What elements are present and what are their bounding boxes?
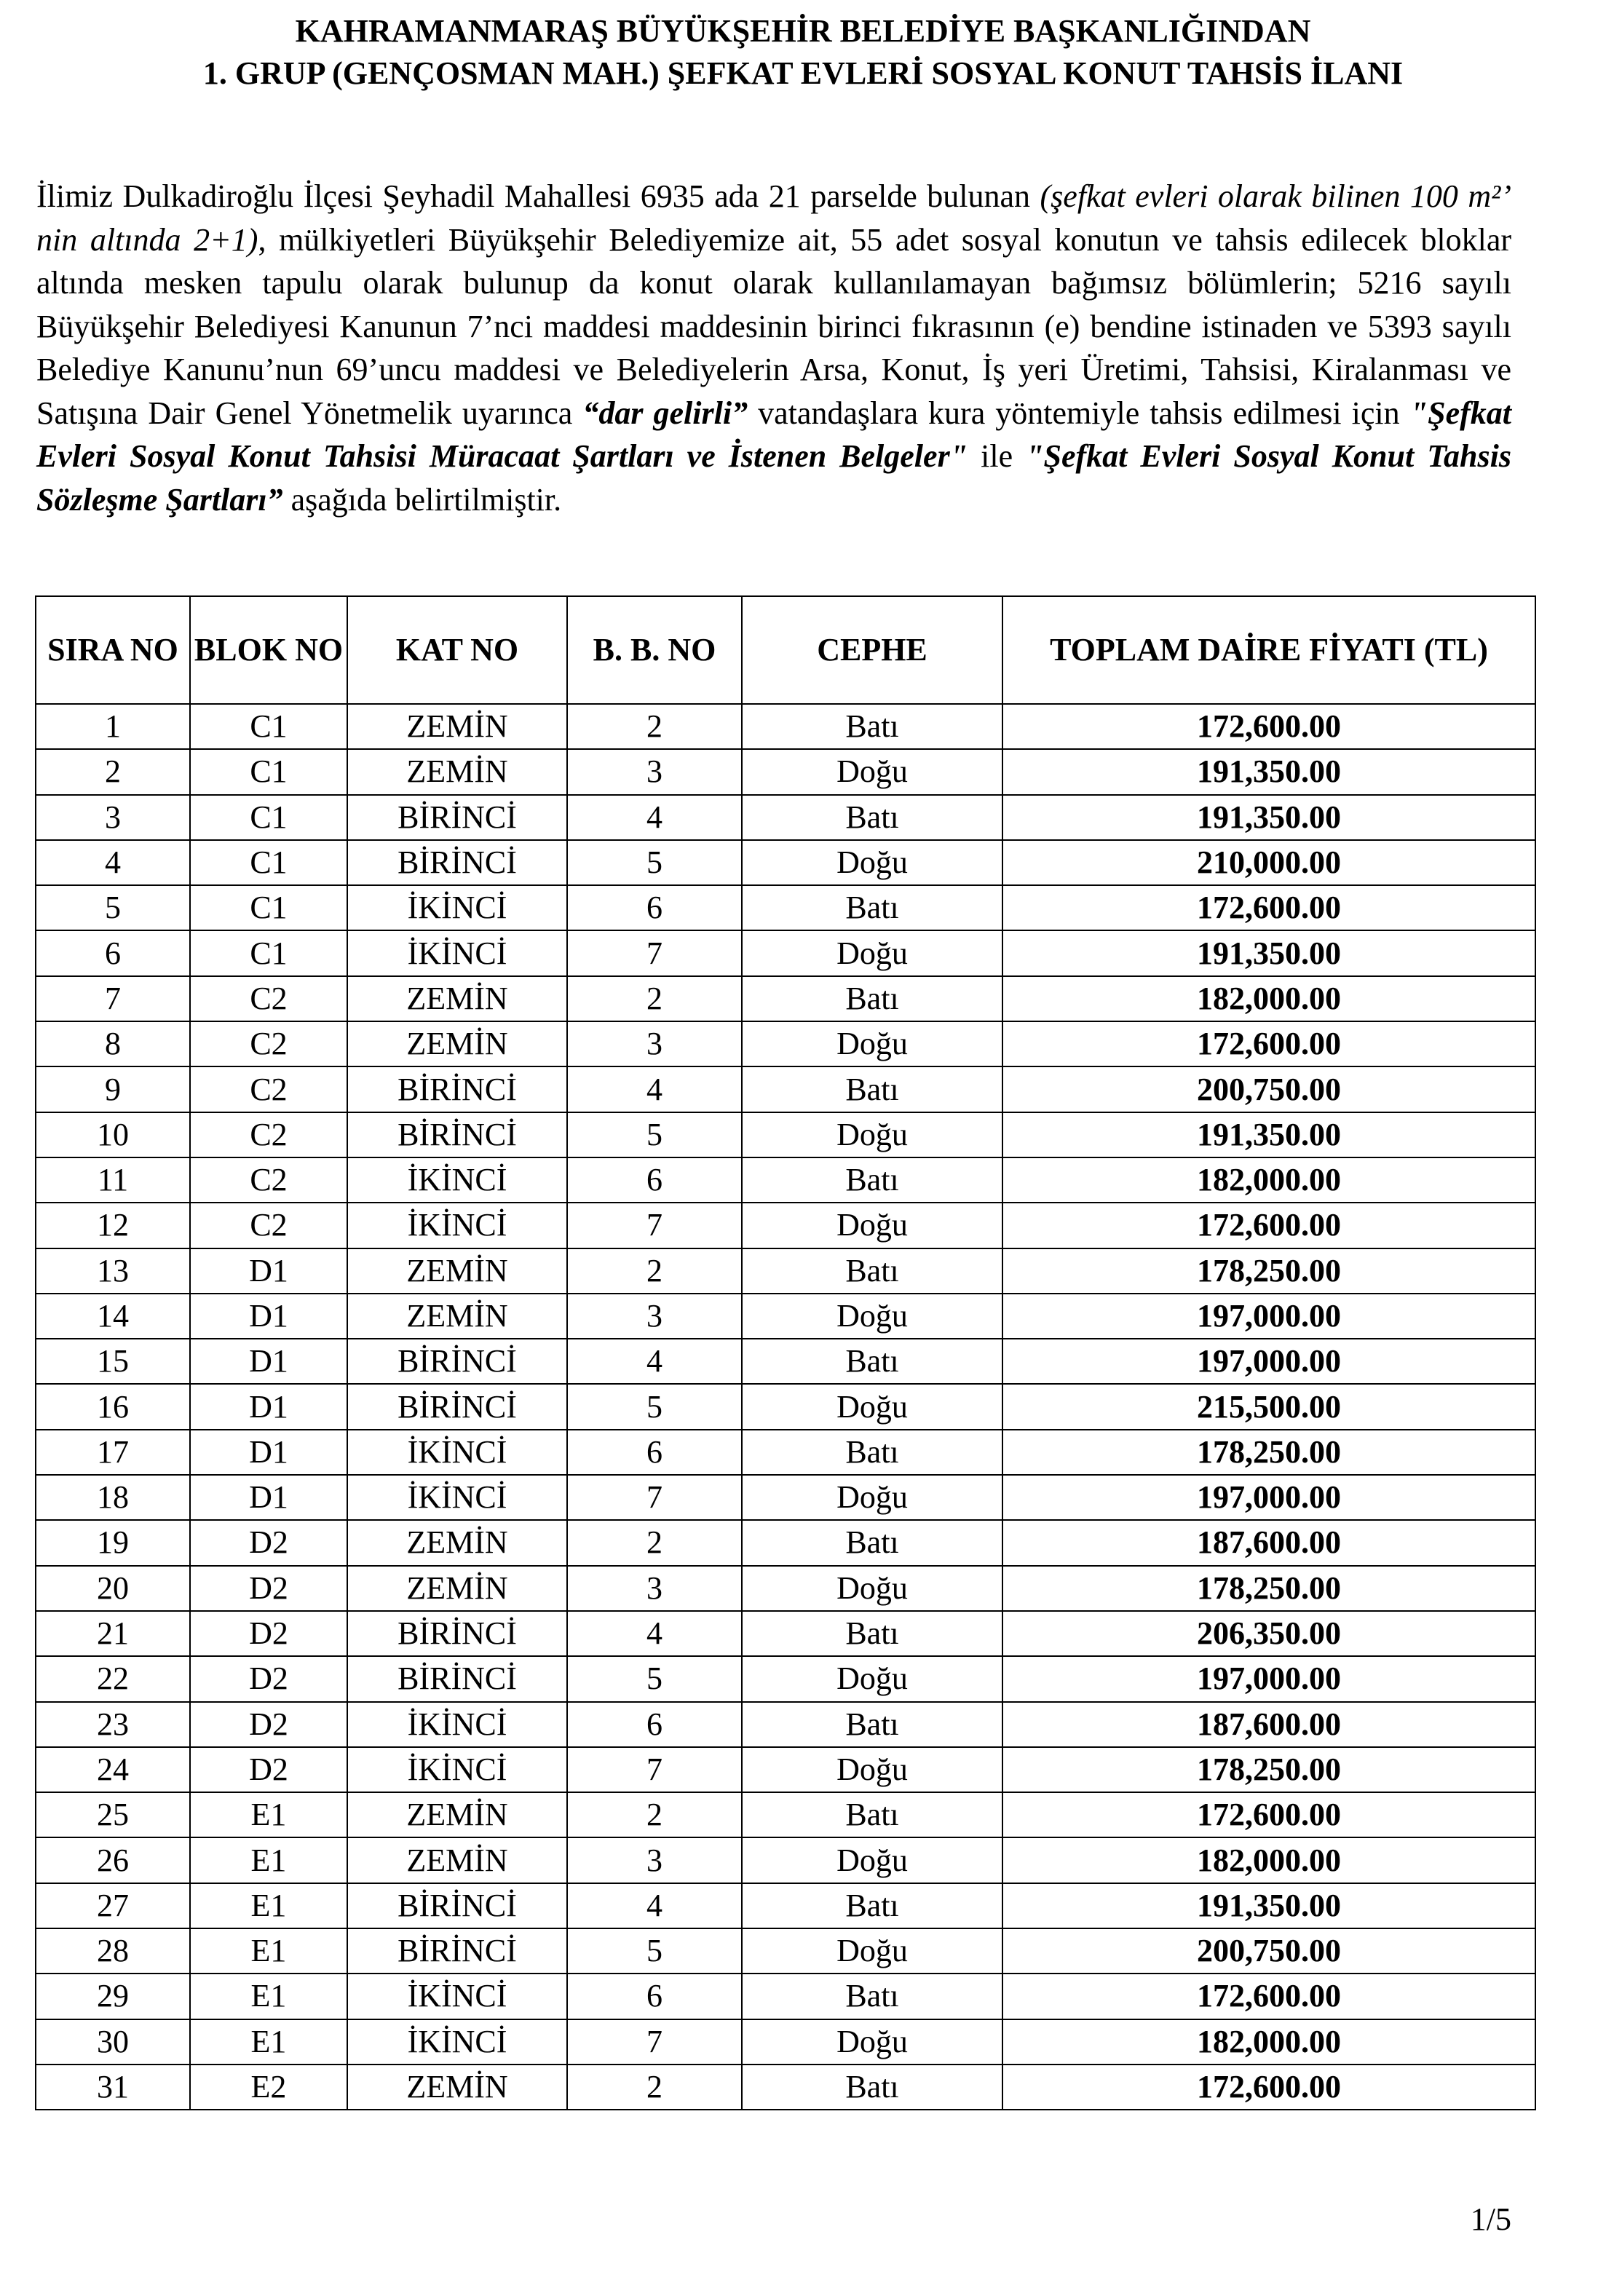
cell-kat-no: ZEMİN — [347, 976, 567, 1021]
cell-price: 172,600.00 — [1002, 1203, 1535, 1248]
cell-cephe: Doğu — [742, 1021, 1002, 1066]
cell-bb-no: 4 — [567, 1883, 742, 1928]
housing-units-table — [35, 595, 1536, 2110]
cell-sira-no: 28 — [36, 1928, 190, 1974]
cell-bb-no: 6 — [567, 885, 742, 930]
cell-sira-no: 18 — [36, 1475, 190, 1520]
table-row — [36, 1339, 1535, 1384]
cell-kat-no: ZEMİN — [347, 1792, 567, 1837]
cell-cephe: Batı — [742, 1339, 1002, 1384]
table-body — [36, 704, 1535, 2110]
cell-kat-no: BİRİNCİ — [347, 1339, 567, 1384]
table-row — [36, 1203, 1535, 1248]
cell-kat-no: İKİNCİ — [347, 2019, 567, 2065]
cell-cephe: Batı — [742, 1430, 1002, 1475]
cell-price: 200,750.00 — [1002, 1066, 1535, 1112]
cell-price: 197,000.00 — [1002, 1475, 1535, 1520]
cell-sira-no: 29 — [36, 1974, 190, 2019]
intro-text-italic: (şefkat evleri olarak bilinen 100 m²’ nin altında 2+1) — [36, 178, 1511, 258]
cell-kat-no: BİRİNCİ — [347, 795, 567, 840]
cell-blok-no: E1 — [190, 2019, 347, 2065]
cell-blok-no: D2 — [190, 1702, 347, 1747]
cell-bb-no: 5 — [567, 1112, 742, 1157]
cell-price: 191,350.00 — [1002, 795, 1535, 840]
table-header-row — [36, 596, 1535, 704]
intro-text-dar-gelirli: “dar gelirli” — [582, 395, 748, 431]
cell-price: 172,600.00 — [1002, 1021, 1535, 1066]
table-row — [36, 1656, 1535, 1701]
table-row — [36, 1294, 1535, 1339]
cell-blok-no: E1 — [190, 1928, 347, 1974]
cell-bb-no: 2 — [567, 1248, 742, 1294]
cell-cephe: Doğu — [742, 1203, 1002, 1248]
cell-bb-no: 7 — [567, 2019, 742, 2065]
cell-bb-no: 2 — [567, 1520, 742, 1565]
cell-bb-no: 2 — [567, 2065, 742, 2110]
cell-price: 178,250.00 — [1002, 1566, 1535, 1611]
cell-price: 172,600.00 — [1002, 704, 1535, 749]
table-row — [36, 1837, 1535, 1883]
cell-kat-no: ZEMİN — [347, 2065, 567, 2110]
table-row — [36, 1611, 1535, 1656]
header-sira-no: SIRA NO — [36, 596, 190, 704]
table-row — [36, 1792, 1535, 1837]
cell-cephe: Batı — [742, 1066, 1002, 1112]
cell-bb-no: 4 — [567, 1066, 742, 1112]
cell-bb-no: 3 — [567, 749, 742, 794]
header-toplam-fiyat: TOPLAM DAİRE FİYATI (TL) — [1002, 596, 1535, 704]
cell-bb-no: 3 — [567, 1837, 742, 1883]
cell-blok-no: D2 — [190, 1656, 347, 1701]
cell-sira-no: 16 — [36, 1384, 190, 1429]
cell-cephe: Batı — [742, 1883, 1002, 1928]
cell-bb-no: 3 — [567, 1021, 742, 1066]
cell-blok-no: E1 — [190, 1792, 347, 1837]
table-row — [36, 1566, 1535, 1611]
table-row — [36, 749, 1535, 794]
cell-cephe: Batı — [742, 1248, 1002, 1294]
cell-kat-no: İKİNCİ — [347, 930, 567, 975]
cell-bb-no: 7 — [567, 1475, 742, 1520]
cell-kat-no: BİRİNCİ — [347, 1928, 567, 1974]
cell-kat-no: BİRİNCİ — [347, 840, 567, 885]
cell-cephe: Doğu — [742, 1112, 1002, 1157]
cell-cephe: Doğu — [742, 1837, 1002, 1883]
intro-text-1: İlimiz Dulkadiroğlu İlçesi Şeyhadil Mahallesi 6935 ada 21 parselde bulunan — [36, 178, 1040, 214]
table-row — [36, 1066, 1535, 1112]
intro-text-5: aşağıda belirtilmiştir. — [282, 481, 562, 518]
cell-price: 210,000.00 — [1002, 840, 1535, 885]
table-row — [36, 1112, 1535, 1157]
cell-bb-no: 4 — [567, 795, 742, 840]
cell-kat-no: ZEMİN — [347, 1520, 567, 1565]
cell-kat-no: İKİNCİ — [347, 1430, 567, 1475]
cell-cephe: Batı — [742, 1520, 1002, 1565]
cell-cephe: Batı — [742, 704, 1002, 749]
cell-sira-no: 9 — [36, 1066, 190, 1112]
cell-blok-no: D2 — [190, 1747, 347, 1792]
intro-text-2: , mülkiyetleri Büyükşehir Belediyemize ait, 55 adet sosyal konutun ve tahsis edilecek bloklar altında mesken tapulu olarak bulunup da konut olarak kullanılamayan bağımsız bölümlerin; 5216 sayılı Büyükşehir Belediyesi Kanunun 7’nci maddesi maddesinin birinci fıkrasının (e) bendine istinaden ve 5393 sayılı Belediye Kanunu’nun 69’uncu maddesi ve Belediyelerin Arsa, Konut, İş yeri Üretimi, Tahsisi, Kiralanması ve Satışına Dair Genel Yönetmelik uyarınca — [36, 221, 1512, 431]
table-row — [36, 930, 1535, 975]
cell-cephe: Doğu — [742, 1294, 1002, 1339]
cell-sira-no: 2 — [36, 749, 190, 794]
cell-blok-no: D1 — [190, 1384, 347, 1429]
cell-blok-no: D1 — [190, 1294, 347, 1339]
cell-sira-no: 26 — [36, 1837, 190, 1883]
cell-blok-no: C1 — [190, 930, 347, 975]
cell-sira-no: 23 — [36, 1702, 190, 1747]
cell-kat-no: ZEMİN — [347, 749, 567, 794]
cell-cephe: Doğu — [742, 1747, 1002, 1792]
cell-price: 191,350.00 — [1002, 930, 1535, 975]
table-row — [36, 1248, 1535, 1294]
cell-kat-no: ZEMİN — [347, 1021, 567, 1066]
cell-sira-no: 14 — [36, 1294, 190, 1339]
table-row — [36, 1157, 1535, 1203]
intro-text-basvuru-sartlari: "Şefkat Evleri Sosyal Konut Tahsisi Müracaat Şartları ve İstenen Belgeler" — [36, 395, 1511, 474]
cell-bb-no: 5 — [567, 1384, 742, 1429]
cell-blok-no: D1 — [190, 1475, 347, 1520]
cell-blok-no: C2 — [190, 1112, 347, 1157]
table-row — [36, 1430, 1535, 1475]
cell-price: 178,250.00 — [1002, 1430, 1535, 1475]
cell-sira-no: 13 — [36, 1248, 190, 1294]
cell-price: 178,250.00 — [1002, 1747, 1535, 1792]
cell-sira-no: 12 — [36, 1203, 190, 1248]
cell-sira-no: 7 — [36, 976, 190, 1021]
cell-cephe: Doğu — [742, 2019, 1002, 2065]
cell-price: 197,000.00 — [1002, 1656, 1535, 1701]
cell-blok-no: C2 — [190, 976, 347, 1021]
cell-kat-no: ZEMİN — [347, 704, 567, 749]
table-row — [36, 1520, 1535, 1565]
cell-price: 215,500.00 — [1002, 1384, 1535, 1429]
cell-price: 182,000.00 — [1002, 1157, 1535, 1203]
cell-cephe: Doğu — [742, 1384, 1002, 1429]
cell-sira-no: 20 — [36, 1566, 190, 1611]
cell-price: 182,000.00 — [1002, 2019, 1535, 2065]
header-kat-no: KAT NO — [347, 596, 567, 704]
cell-kat-no: İKİNCİ — [347, 885, 567, 930]
cell-cephe: Batı — [742, 1974, 1002, 2019]
intro-text-3: vatandaşlara kura yöntemiyle tahsis edilmesi için — [748, 395, 1410, 431]
cell-bb-no: 3 — [567, 1294, 742, 1339]
cell-blok-no: D1 — [190, 1339, 347, 1384]
cell-sira-no: 27 — [36, 1883, 190, 1928]
cell-sira-no: 10 — [36, 1112, 190, 1157]
intro-paragraph — [36, 175, 1511, 521]
cell-cephe: Doğu — [742, 1566, 1002, 1611]
cell-bb-no: 5 — [567, 840, 742, 885]
cell-blok-no: E2 — [190, 2065, 347, 2110]
cell-kat-no: ZEMİN — [347, 1837, 567, 1883]
table-row — [36, 1702, 1535, 1747]
header-cephe: CEPHE — [742, 596, 1002, 704]
cell-kat-no: İKİNCİ — [347, 1974, 567, 2019]
cell-kat-no: BİRİNCİ — [347, 1611, 567, 1656]
table-row — [36, 1747, 1535, 1792]
cell-sira-no: 25 — [36, 1792, 190, 1837]
cell-cephe: Doğu — [742, 749, 1002, 794]
header-blok-no: BLOK NO — [190, 596, 347, 704]
cell-bb-no: 6 — [567, 1157, 742, 1203]
cell-cephe: Batı — [742, 1792, 1002, 1837]
cell-sira-no: 11 — [36, 1157, 190, 1203]
cell-bb-no: 2 — [567, 976, 742, 1021]
cell-blok-no: D1 — [190, 1430, 347, 1475]
table-row — [36, 1475, 1535, 1520]
cell-sira-no: 8 — [36, 1021, 190, 1066]
cell-kat-no: BİRİNCİ — [347, 1384, 567, 1429]
table-row — [36, 2019, 1535, 2065]
cell-price: 182,000.00 — [1002, 976, 1535, 1021]
cell-blok-no: C2 — [190, 1157, 347, 1203]
cell-price: 187,600.00 — [1002, 1520, 1535, 1565]
cell-blok-no: C1 — [190, 704, 347, 749]
cell-bb-no: 7 — [567, 930, 742, 975]
cell-blok-no: C2 — [190, 1021, 347, 1066]
cell-blok-no: C1 — [190, 749, 347, 794]
cell-sira-no: 5 — [36, 885, 190, 930]
cell-sira-no: 4 — [36, 840, 190, 885]
table-row — [36, 795, 1535, 840]
cell-price: 172,600.00 — [1002, 885, 1535, 930]
title-line-2: 1. GRUP (GENÇOSMAN MAH.) ŞEFKAT EVLERİ SOSYAL KONUT TAHSİS İLANI — [202, 55, 1404, 91]
cell-cephe: Batı — [742, 1611, 1002, 1656]
cell-price: 172,600.00 — [1002, 1974, 1535, 2019]
cell-price: 178,250.00 — [1002, 1248, 1535, 1294]
cell-price: 191,350.00 — [1002, 749, 1535, 794]
intro-text-sozlesme-sartlari: "Şefkat Evleri Sosyal Konut Tahsis Sözleşme Şartları” — [36, 438, 1511, 518]
table-row — [36, 1883, 1535, 1928]
cell-cephe: Batı — [742, 885, 1002, 930]
cell-sira-no: 31 — [36, 2065, 190, 2110]
cell-kat-no: ZEMİN — [347, 1566, 567, 1611]
cell-kat-no: İKİNCİ — [347, 1475, 567, 1520]
table-row — [36, 704, 1535, 749]
cell-price: 206,350.00 — [1002, 1611, 1535, 1656]
cell-blok-no: E1 — [190, 1883, 347, 1928]
cell-bb-no: 4 — [567, 1611, 742, 1656]
table-row — [36, 2065, 1535, 2110]
cell-cephe: Doğu — [742, 1656, 1002, 1701]
cell-cephe: Doğu — [742, 1928, 1002, 1974]
cell-price: 187,600.00 — [1002, 1702, 1535, 1747]
cell-sira-no: 17 — [36, 1430, 190, 1475]
cell-kat-no: BİRİNCİ — [347, 1883, 567, 1928]
cell-cephe: Doğu — [742, 930, 1002, 975]
cell-kat-no: ZEMİN — [347, 1294, 567, 1339]
cell-kat-no: BİRİNCİ — [347, 1066, 567, 1112]
cell-kat-no: İKİNCİ — [347, 1157, 567, 1203]
cell-cephe: Batı — [742, 1157, 1002, 1203]
cell-cephe: Batı — [742, 2065, 1002, 2110]
cell-cephe: Batı — [742, 795, 1002, 840]
cell-price: 191,350.00 — [1002, 1112, 1535, 1157]
cell-sira-no: 22 — [36, 1656, 190, 1701]
intro-text-4: ile — [968, 438, 1027, 474]
cell-blok-no: D1 — [190, 1248, 347, 1294]
table-row — [36, 1974, 1535, 2019]
cell-kat-no: İKİNCİ — [347, 1203, 567, 1248]
cell-sira-no: 1 — [36, 704, 190, 749]
cell-bb-no: 6 — [567, 1430, 742, 1475]
cell-kat-no: BİRİNCİ — [347, 1656, 567, 1701]
cell-bb-no: 7 — [567, 1747, 742, 1792]
header-bb-no: B. B. NO — [567, 596, 742, 704]
cell-blok-no: E1 — [190, 1974, 347, 2019]
table-row — [36, 1021, 1535, 1066]
cell-bb-no: 5 — [567, 1928, 742, 1974]
cell-bb-no: 6 — [567, 1702, 742, 1747]
cell-price: 200,750.00 — [1002, 1928, 1535, 1974]
table-row — [36, 1384, 1535, 1429]
cell-sira-no: 15 — [36, 1339, 190, 1384]
cell-bb-no: 4 — [567, 1339, 742, 1384]
cell-kat-no: ZEMİN — [347, 1248, 567, 1294]
cell-bb-no: 2 — [567, 704, 742, 749]
table-row — [36, 885, 1535, 930]
cell-bb-no: 7 — [567, 1203, 742, 1248]
cell-blok-no: C1 — [190, 885, 347, 930]
cell-price: 197,000.00 — [1002, 1294, 1535, 1339]
cell-blok-no: E1 — [190, 1837, 347, 1883]
cell-sira-no: 24 — [36, 1747, 190, 1792]
cell-blok-no: D2 — [190, 1566, 347, 1611]
page-number: 1/5 — [1470, 2201, 1511, 2237]
table-row — [36, 840, 1535, 885]
cell-cephe: Doğu — [742, 1475, 1002, 1520]
cell-blok-no: D2 — [190, 1611, 347, 1656]
cell-cephe: Doğu — [742, 840, 1002, 885]
cell-kat-no: İKİNCİ — [347, 1747, 567, 1792]
cell-price: 172,600.00 — [1002, 2065, 1535, 2110]
cell-bb-no: 2 — [567, 1792, 742, 1837]
cell-kat-no: BİRİNCİ — [347, 1112, 567, 1157]
cell-price: 182,000.00 — [1002, 1837, 1535, 1883]
cell-sira-no: 3 — [36, 795, 190, 840]
cell-bb-no: 3 — [567, 1566, 742, 1611]
cell-blok-no: D2 — [190, 1520, 347, 1565]
cell-blok-no: C1 — [190, 795, 347, 840]
title-line-1: KAHRAMANMARAŞ BÜYÜKŞEHİR BELEDİYE BAŞKANLIĞINDAN — [295, 13, 1311, 49]
cell-price: 197,000.00 — [1002, 1339, 1535, 1384]
cell-cephe: Batı — [742, 976, 1002, 1021]
cell-sira-no: 6 — [36, 930, 190, 975]
cell-price: 191,350.00 — [1002, 1883, 1535, 1928]
cell-bb-no: 6 — [567, 1974, 742, 2019]
cell-blok-no: C2 — [190, 1203, 347, 1248]
cell-kat-no: İKİNCİ — [347, 1702, 567, 1747]
document-title — [0, 10, 1606, 95]
cell-bb-no: 5 — [567, 1656, 742, 1701]
cell-cephe: Batı — [742, 1702, 1002, 1747]
cell-price: 172,600.00 — [1002, 1792, 1535, 1837]
cell-sira-no: 21 — [36, 1611, 190, 1656]
cell-sira-no: 19 — [36, 1520, 190, 1565]
cell-blok-no: C1 — [190, 840, 347, 885]
cell-blok-no: C2 — [190, 1066, 347, 1112]
cell-sira-no: 30 — [36, 2019, 190, 2065]
table-row — [36, 1928, 1535, 1974]
table-row — [36, 976, 1535, 1021]
